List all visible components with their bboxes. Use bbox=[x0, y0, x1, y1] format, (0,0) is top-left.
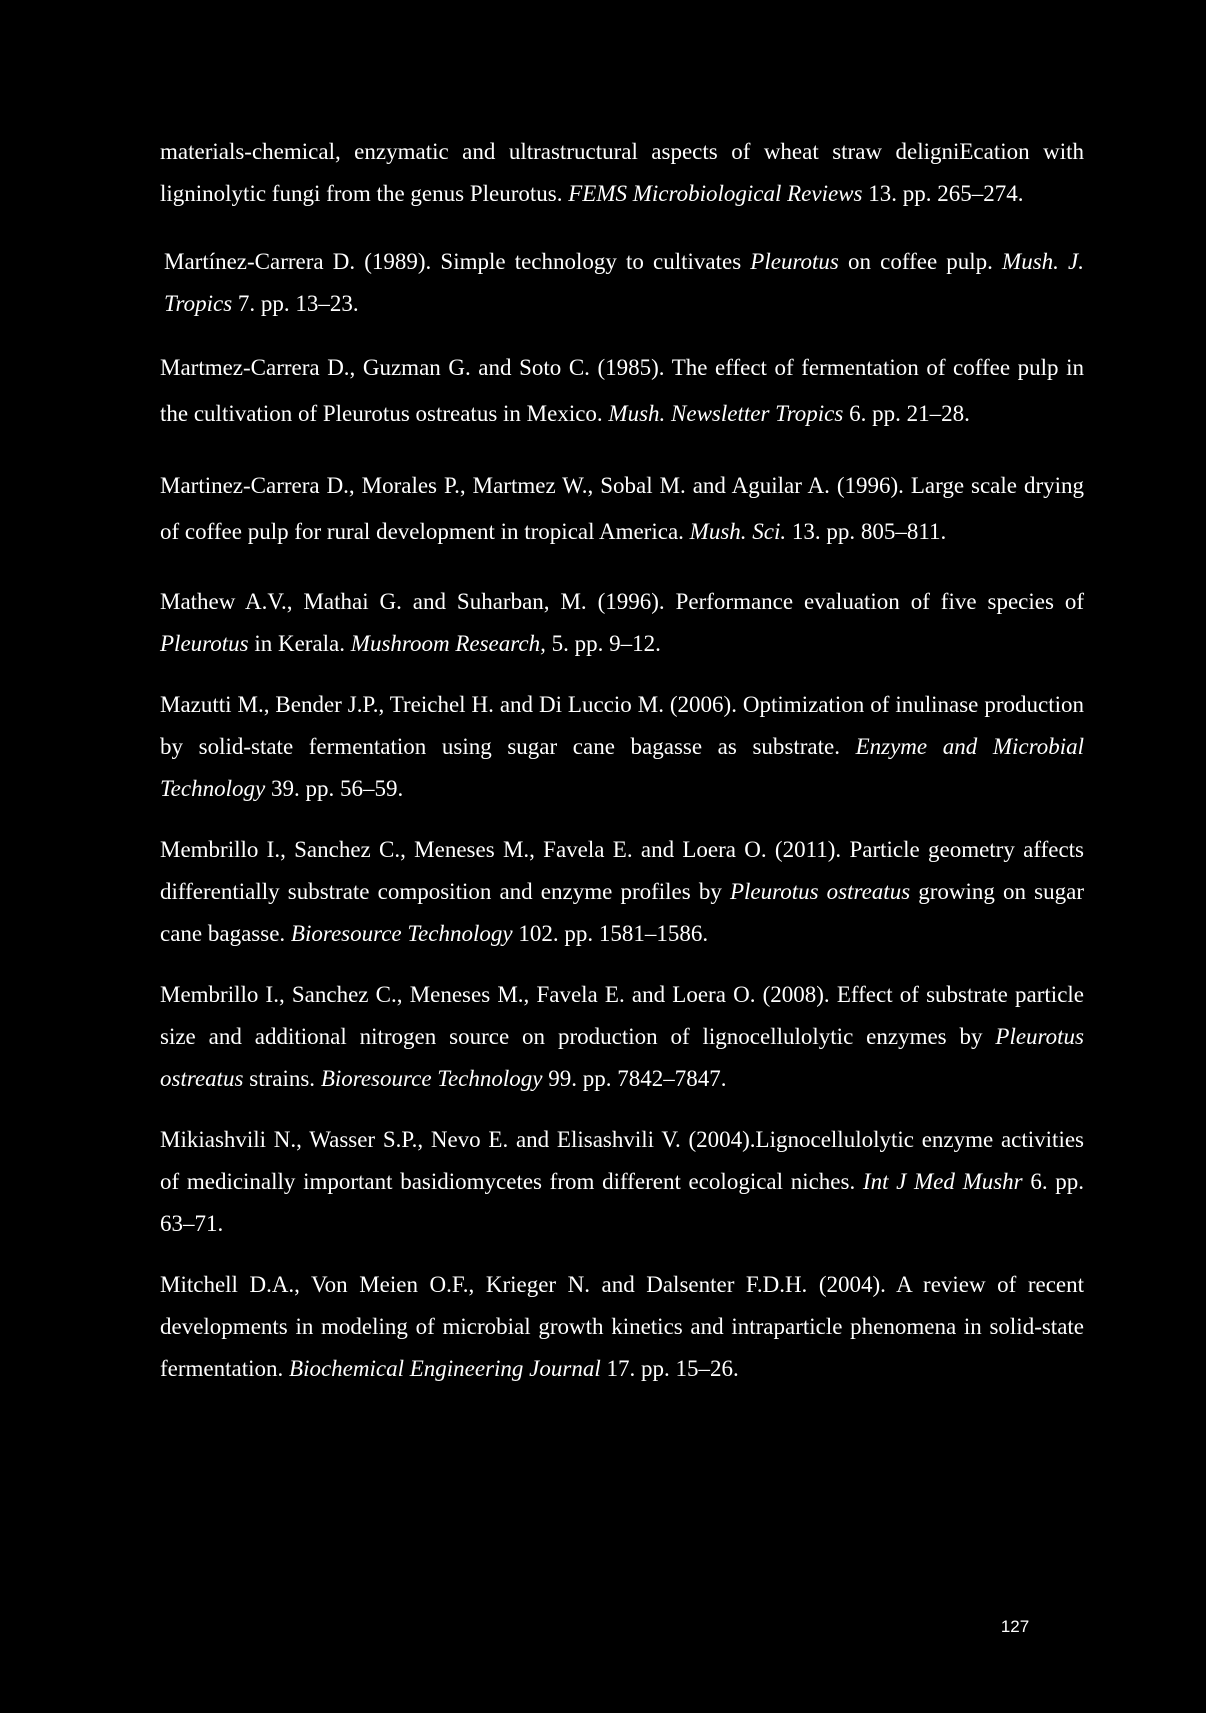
journal-title: Int J Med Mushr bbox=[862, 1169, 1023, 1194]
species-name: Pleurotus ostreatus bbox=[160, 1024, 1084, 1091]
reference-citation: 102. pp. 1581–1586. bbox=[512, 921, 709, 946]
page-number: 127 bbox=[1000, 1617, 1030, 1636]
reference-text: in Kerala. bbox=[248, 631, 351, 656]
reference-text: Mikiashvili N., Wasser S.P., Nevo E. and Elisashvili V. (2004).Lignocellulolytic enzyme activities of medicinally important basidiomycetes from different ecological niches. bbox=[160, 1127, 1084, 1194]
reference-text: Martinez-Carrera D., Morales P., Martmez W., Sobal M. and Aguilar A. (1996). Large scale drying of coffee pulp for rural development in tropical America. bbox=[160, 473, 1084, 544]
reference-text: Membrillo I., Sanchez C., Meneses M., Favela E. and Loera O. (2008). Effect of substrate particle size and additional nitrogen source on production of lignocellulolytic enzymes by bbox=[160, 982, 1084, 1049]
reference-citation: 7. pp. 13–23. bbox=[232, 291, 359, 316]
reference-citation: 6. pp. 63–71. bbox=[160, 1169, 1085, 1236]
reference-citation: 6. pp. 21–28. bbox=[843, 401, 970, 426]
reference-entry bbox=[160, 1119, 1084, 1245]
reference-entry bbox=[160, 974, 1084, 1100]
reference-entry bbox=[160, 684, 1084, 810]
journal-title: Mush. J. Tropics bbox=[164, 249, 1084, 316]
reference-entry bbox=[160, 581, 1084, 665]
reference-citation: 5. pp. 9–12. bbox=[545, 631, 661, 656]
reference-text: Mathew A.V., Mathai G. and Suharban, M. (1996). Performance evaluation of five species of bbox=[160, 589, 1084, 614]
reference-text: Mazutti M., Bender J.P., Treichel H. and Di Luccio M. (2006). Optimization of inulinase production by solid-state fermentation using sugar cane bagasse as substrate. bbox=[160, 692, 1084, 759]
reference-text: on coffee pulp. bbox=[838, 249, 1003, 274]
reference-entry bbox=[160, 345, 1084, 437]
reference-entry bbox=[160, 1264, 1084, 1390]
reference-entry bbox=[160, 131, 1084, 215]
reference-citation: 99. pp. 7842–7847. bbox=[542, 1066, 727, 1091]
journal-title: Biochemical Engineering Journal bbox=[289, 1356, 601, 1381]
journal-title: Bioresource Technology bbox=[290, 921, 513, 946]
reference-citation: 17. pp. 15–26. bbox=[600, 1356, 739, 1381]
journal-title: Mushroom Research, bbox=[350, 631, 546, 656]
species-name: Pleurotus bbox=[160, 631, 249, 656]
reference-text: Membrillo I., Sanchez C., Meneses M., Favela E. and Loera O. (2011). Particle geometry affects differentially substrate composition and enzyme profiles by bbox=[160, 837, 1084, 904]
reference-entry bbox=[160, 241, 1084, 325]
journal-title: Mush. Sci. bbox=[689, 519, 787, 544]
species-name: Pleurotus bbox=[750, 249, 839, 274]
journal-title: FEMS Microbiological Reviews bbox=[568, 181, 863, 206]
journal-title: Bioresource Technology bbox=[320, 1066, 543, 1091]
journal-title: Enzyme and Microbial Technology bbox=[160, 734, 1084, 801]
reference-list bbox=[160, 131, 1084, 1390]
reference-text: growing on sugar cane bagasse. bbox=[160, 879, 1084, 946]
reference-text: strains. bbox=[243, 1066, 321, 1091]
reference-citation: 39. pp. 56–59. bbox=[265, 776, 404, 801]
reference-text: Martínez-Carrera D. (1989). Simple technology to cultivates bbox=[164, 249, 751, 274]
journal-title: Mush. Newsletter Tropics bbox=[608, 401, 844, 426]
reference-text: materials-chemical, enzymatic and ultrastructural aspects of wheat straw deligniEcation with ligninolytic fungi from the genus Pleurotus. bbox=[160, 139, 1084, 206]
species-name: Pleurotus ostreatus bbox=[729, 879, 911, 904]
reference-citation: 13. pp. 805–811. bbox=[786, 519, 947, 544]
reference-citation: 13. pp. 265–274. bbox=[862, 181, 1024, 206]
reference-entry bbox=[160, 829, 1084, 955]
reference-text: Martmez-Carrera D., Guzman G. and Soto C. (1985). The effect of fermentation of coffee pulp in the cultivation of Pleurotus ostreatus in Mexico. bbox=[160, 355, 1084, 426]
reference-entry bbox=[160, 463, 1084, 555]
reference-text: Mitchell D.A., Von Meien O.F., Krieger N. and Dalsenter F.D.H. (2004). A review of recent developments in modeling of microbial growth kinetics and intraparticle phenomena in solid-state fermentation. bbox=[160, 1272, 1084, 1381]
